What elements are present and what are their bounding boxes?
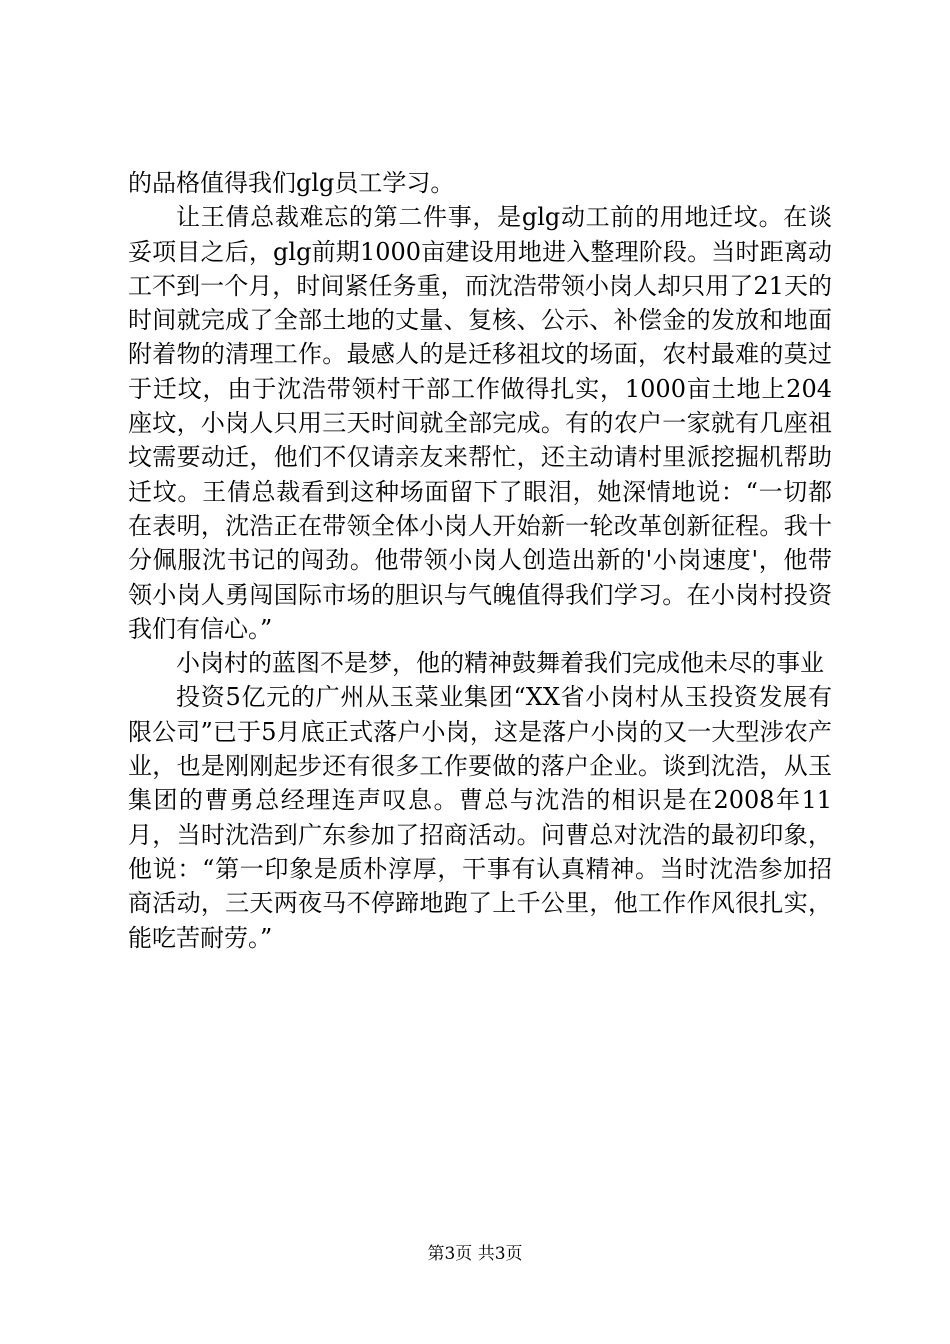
paragraph-congyu-group: 投资5亿元的广州从玉菜业集团“XX省小岗村从玉投资发展有限公司”已于5月底正式落户小岗，这是落户小岗的又一大型涉农产业，也是刚刚起步还有很多工作要做的落户企业。谈到沈浩，从玉集团的曹勇总经理连声叹息。曹总与沈浩的相识是在2008年11月，当时沈浩到广东参加了招商活动。问曹总对沈浩的最初印象，他说：“第一印象是质朴淳厚，干事有认真精神。当时沈浩参加招商活动，三天两夜马不停蹄地跑了上千公里，他工作作风很扎实，能吃苦耐劳。” — [128, 683, 832, 952]
paragraph-continuation: 的品格值得我们glg员工学习。 — [128, 169, 455, 197]
document-body — [128, 166, 832, 955]
page-number-footer: 第3页 共3页 — [427, 1244, 523, 1264]
paragraph-heading-blueprint: 小岗村的蓝图不是梦，他的精神鼓舞着我们完成他未尽的事业 — [176, 649, 824, 678]
paragraph-relocation-graves: 让王倩总裁难忘的第二件事，是glg动工前的用地迁坟。在谈妥项目之后，glg前期1000亩建设用地进入整理阶段。当时距离动工不到一个月，时间紧任务重，而沈浩带领小岗人却只用了21天的时间就完成了全部土地的丈量、复核、公示、补偿金的发放和地面附着物的清理工作。最感人的是迁移祖坟的场面，农村最难的莫过于迁坟，由于沈浩带领村干部工作做得扎实，1000亩土地上204座坟，小岗人只用三天时间就全部完成。有的农户一家就有几座祖坟需要动迁，他们不仅请亲友来帮忙，还主动请村里派挖掘机帮助迁坟。王倩总裁看到这种场面留下了眼泪，她深情地说：“一切都在表明，沈浩正在带领全体小岗人开始新一轮改革创新征程。我十分佩服沈书记的闯劲。他带领小岗人创造出新的'小岗速度'，他带领小岗人勇闯国际市场的胆识与气魄值得我们学习。在小岗村投资我们有信心。” — [128, 203, 832, 643]
